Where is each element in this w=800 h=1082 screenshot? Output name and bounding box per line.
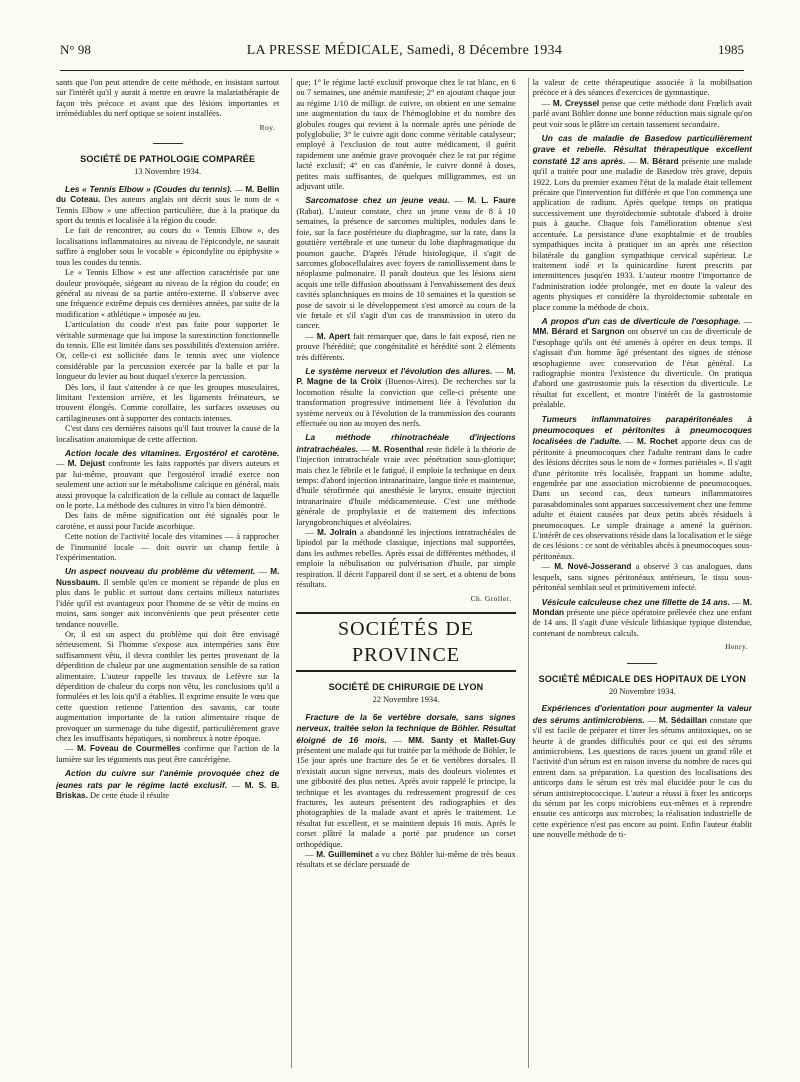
item: Tumeurs inflammatoires parapéritonéales à pneumocoques et péritonites à pneumocoques localisées de l'adulte. — M. Rochet apporte deux cas de péritonite à pneumocoques chez l'adulte rentrant dans le cadre des lésions décrites sous le nom de « formes pariétales ». Il s'agit d'une péritonite très localisée, frappant un homme adulte, engendrée par une association microbienne de pneumocoques. Dans un second cas, deux tumeurs inflammatoires parasabdominales sont apparues successivement chez une femme adulte et étaient causées par deux petits abcès résiduels à pneumocoques. Le simple drainage a amené la guérison. L'intérêt de ces observations réside dans la localisation et le siège de ces lésions : ce sont de véritables abcès à pneumocoques sous-péritonéaux.	[532, 413, 753, 561]
item-title: Action du cuivre sur l'anémie provoquée chez de jeunes rats par le régime lacté exclusif.	[56, 768, 280, 790]
divider	[153, 143, 183, 144]
issue-number: N° 98	[60, 42, 91, 57]
item-title: A propos d'un cas de diverticule de l'œsophage.	[541, 315, 741, 326]
author: MM. Santy et Mallet-Guy	[408, 735, 516, 745]
item: — M. Foveau de Courmelles confirme que l'action de la lumière sur les téguments nus peut être cancérigène.	[56, 744, 280, 764]
society-title: SOCIÉTÉ DE CHIRURGIE DE LYON	[328, 681, 484, 692]
author: M. Rosenthal	[372, 444, 424, 454]
signature: Henry.	[725, 642, 749, 652]
paragraph: L'articulation du coude n'est pas faite pour supporter le véritable surmenage que lui impose la surextinction fonctionnelle du tennis. Elle est limitée dans ses possibilités d'extension arrière. Or, celle-ci est sollicitée dans le tennis avec une violence considérable par la percussion exercée par la balle et par la longueur du levier au bout duquel s'exerce la percussion.	[56, 320, 280, 382]
item-title: Sarcomatose chez un jeune veau.	[305, 195, 450, 206]
item-body: De cette étude il résulte	[89, 791, 170, 800]
item: Le système nerveux et l'évolution des allures. — M. P. Magne de la Croix (Buenos-Aires). De recherches sur la locomotion résulte la conviction que celle-ci présente une transformation progressive intimement liée à l'évolution du système nerveux ou à l'évolution de la transmission des courants effectuée ou non au moyen des nerfs.	[296, 365, 516, 428]
item: La méthode rhinotrachéale d'injections intratrachéales. — M. Rosenthal reste fidèle à la théorie de l'injection intratrachéale vraie avec pénétration sous-glottique; mais chez le fébrile et le fatigué, il emploie la technique en deux temps: d'abord injection intranarinaire, langue tirée et maintenue, d'huile sérofirmée qui anesthésie le larynx, ensuite injection intranarinaire d'huile médicamenteuse. C'est une méthode générale de prophylaxie et de traitement des infections laryngobronchiques et alvéolaires.	[296, 432, 516, 527]
article-columns	[56, 78, 752, 1068]
item: Sarcomatose chez un jeune veau. — M. L. Faure (Rabat). L'auteur constate, chez un jeune veau de 8 à 10 semaines, la présence de sarcomes multiples, nodules dans le foie, sur la face postérieure du diaphragme, sur la rate, dans la gouttière vertébrale et une tumeur du lobe diaphragmatique du poumon gauche. D'après l'étude histologique, il s'agit de sarcomes globocellulaires avec foyers de ramollissement dans le néoplasme pulmonaire. Il paraît douteux que les lésions aient acquis une telle diffusion aboutissant à l'envahissement des deux cavités splanchniques en moins de 10 semaines et la question se pose de savoir si le développement s'est amorcé au cours de la vie fœtale et s'il s'agit d'un cas de transmission in utero du cancer.	[296, 195, 516, 331]
author: M. Apert	[316, 331, 351, 341]
item: — M. Guilleminet a vu chez Böhler lui-même de très beaux résultats et se déclare persuadé de	[296, 850, 516, 870]
item-title: Les « Tennis Elbow » (Coudes du tennis).	[65, 183, 233, 194]
item-title: Fracture de la 6e vertèbre dorsale, sans signes nerveux, traitée selon la technique de Böhler. Résultat éloigné de 16 mois.	[296, 711, 516, 745]
item: — M. Jolrain a abandonné les injections intratrachéales de lipiodol par la méthode classique, injections mal supportées, dans les asthmes rebelles. Après essai de différentes méthodes, il emploie la nébulisation ou pulvérisation d'huile, par simple respiration. Il décrit l'appareil dont il se sert, et a obtenu de bons résultats.	[296, 528, 516, 590]
author: M. Nové-Josserand	[554, 562, 632, 572]
paragraph: Des faits de même signification ont été signalés pour le carotène, et aussi pour l'acide ascorbique.	[56, 511, 280, 531]
item-title: Le système nerveux et l'évolution des allures.	[305, 365, 493, 376]
item-title: La méthode rhinotrachéale d'injections intratrachéales.	[296, 432, 516, 454]
item-title: Action locale des vitamines. Ergostérol et carotène.	[65, 448, 280, 458]
item-title: Un cas de maladie de Basedow particulièrement grave et rebelle. Résultat thérapeutique excellent constaté 12 ans après.	[532, 133, 753, 166]
author: M. Rochet	[637, 437, 678, 447]
item: Action du cuivre sur l'anémie provoquée chez de jeunes rats par le régime lacté exclusif. — M. S. B. Briskas. De cette étude il résulte	[56, 768, 280, 800]
item-title: Expériences d'orientation pour augmenter la valeur des sérums antimicrobiens.	[532, 703, 753, 725]
page-number: 1985	[718, 42, 744, 57]
page-header	[60, 42, 744, 71]
item: A propos d'un cas de diverticule de l'œsophage. — MM. Bérard et Sargnon ont observé un cas de diverticule de l'œsophage qu'ils ont été amenés à opérer en deux temps. Il s'agissait d'un homme âgé présentant des signes de sténose œsophagienne avec conservation de l'état général. La radiographie montra l'existence du diverticule. On pratiqua d'abord une gastrostomie puis la résection du diverticule. Le résultat fut excellent, et montre l'intérêt de la gastrostomie préalable.	[532, 315, 753, 410]
author: M. Nussbaum.	[56, 567, 280, 587]
paragraph: sants que l'on peut attendre de cette méthode, en insistant surtout sur l'intérêt qu'il y aurait à mettre en œuvre la malariathérapie de façon très précoce et avant que des lésions importantes et irrémédiables du nerf optique se soient installées.	[56, 78, 280, 119]
paragraph: que: 1° le régime lacté exclusif provoque chez le rat blanc, en 6 ou 7 semaines, une anémie manifeste; 2° en ajoutant chaque jour au régime 1/10 de milligr. de cuivre, on obtient en une semaine une augmentation du taux de l'hémoglobine et du nombre des globules rouges qui revient à la normale après une période de polyglobulie; 3° le cuivre agit donc comme véritable catalyseur; employé à l'exclusion de tout autre médicament, il guérit rapidement une anémie grave provoquée chez le rat par régime lacté exclusif; 4° en cas d'anémie, le cuivre donné à doses, petites mais suffisantes, de quelques milligrammes, est un adjuvant utile.	[296, 78, 516, 192]
paragraph: Le fait de rencontrer, au cours du « Tennis Elbow », des localisations inflammatoires au niveau de l'épicondyle, ne saurait suffire à englober sous le vocable « épicondylite ou épiphysite » tous les coudes du tennis.	[56, 226, 280, 267]
column-3	[528, 78, 752, 1068]
item-body: a abandonné les injections intratrachéales de lipiodol par la méthode classique, injections mal supportées, dans les asthmes rebelles. Après essai de différentes méthodes, il emploie la nébulisation ou pulvérisation d'huile, par simple respiration. Il décrit l'appareil dont il se sert, et a obtenu de bons résultats.	[296, 528, 516, 590]
author: M. Mondan	[532, 597, 753, 617]
paragraph: la valeur de cette thérapeutique associée à la mobilisation précoce et à des séances d'exercices de gymnastique.	[532, 78, 753, 98]
item-body: ont observé un cas de diverticule de l'œsophage qu'ils ont été amenés à opérer en deux temps. Il s'agissait d'un homme âgé présentant des signes de sténose œsophagienne avec conservation de l'état général. La radiographie montra l'existence du diverticule. On pratiqua d'abord une gastrostomie puis la résection du diverticule. Le résultat fut excellent, et montre l'intérêt de la gastrostomie préalable.	[532, 327, 753, 410]
author: M. L. Faure	[467, 196, 516, 206]
paragraph: C'est dans ces dernières raisons qu'il faut trouver la cause de la localisation anatomique de cette affection.	[56, 424, 280, 444]
author: M. Sédaillan	[658, 715, 707, 725]
paragraph: Cette notion de l'activité locale des vitamines — à rapprocher de l'immunité locale — doit ouvrir un champ fertile à l'expérimentation.	[56, 532, 280, 563]
item-body: confirme que l'action de la lumière sur les téguments nus peut être cancérigène.	[56, 744, 280, 764]
section-title: SOCIÉTÉS DE PROVINCE	[296, 612, 515, 672]
item: Un aspect nouveau du problème du vêtement. — M. Nussbaum. Il semble qu'en ce moment se répande de plus en plus dans le public et surtout dans certains milieux naturistes l'idée qu'il est avantageux pour l'homme de se vêtir de moins en moins, sans songer aux inconvénients que peut présenter cette tendance nouvelle.	[56, 566, 280, 629]
item-body: Des auteurs anglais ont décrit sous le nom de « Tennis Elbow » une affection particulière, due à la pratique du sport du tennis et localisée à la région du coude.	[56, 195, 280, 226]
item: Expériences d'orientation pour augmenter la valeur des sérums antimicrobiens. — M. Sédaillan constate que s'il est facile de préparer et titrer les sérums antitoxiques, on se heurte à de grandes difficultés pour ce qui est des sérums antimicrobiens. Les questions de races jouent un grand rôle et l'activité d'un sérum est en raison inverse du nombre de races qui entrent dans sa préparation. La question des localisations des anticorps dans le sérum est très mal élucidée pour le cas du sérum antistreptococcique. L'auteur a réussi à fixer les anticorps du sérum par les corps microbiens eux-mêmes et à reprendre ensuite ces anticorps aux microbes; la réalisation industrielle de cette expérience n'est pas encore au point. Enfin l'auteur établit une nouvelle méthode de ti-	[532, 703, 753, 840]
item-title: Tumeurs inflammatoires parapéritonéales à pneumocoques et péritonites à pneumocoques localisées de l'adulte.	[532, 413, 753, 447]
item: Fracture de la 6e vertèbre dorsale, sans signes nerveux, traitée selon la technique de Böhler. Résultat éloigné de 16 mois. — MM. Santy et Mallet-Guy présentent une malade qui fut traitée par la méthode de Böhler, le 15e jour après une fracture des 5e et 6e vertèbres dorsales. Il n'existait aucun signe nerveux, mais des douleurs violentes et une gibbosité des plus nettes. Après avoir rappelé le principe, la technique et les avantages du redressement progressif de ces fractures, les auteurs présentent des radiographies et des photographies de la malade avant et après le traitement. Le résultat fut excellent, et se maintient depuis 16 mois. Après le corset plâtré la malade a porté par prudence un corset orthopédique.	[296, 711, 516, 849]
item-body: présente une pièce opératoire prélevée chez une enfant de 14 ans. Il s'agit d'une vésicule lithiasique typique distendue, contenant de nombreux calculs.	[532, 607, 753, 638]
item-body: a vu chez Böhler lui-même de très beaux résultats et se déclare persuadé de	[296, 850, 516, 870]
author: M. P. Magne de la Croix	[296, 366, 516, 387]
author: M. Guilleminet	[316, 850, 373, 859]
item-body: pense que cette méthode dont Frœlich avait parlé avant Böhler donne une bonne réduction mais signale qu'on peut voir sous le plâtre un certain tassement secondaire.	[532, 98, 753, 129]
column-2	[291, 78, 515, 1068]
item-body: confronte les faits rapportés par divers auteurs et par lui-même, prouvant que l'ergostérol irradié exerce non seulement une action sur le métabolisme calcique en général, mais aussi provoque la calcification de la cellule au contact de laquelle on le porte. La méthode des cultures in vitro l'a bien démontré.	[56, 459, 280, 511]
society-title: SOCIÉTÉ DE PATHOLOGIE COMPARÉE	[80, 154, 256, 165]
society-date: 22 Novembre 1934.	[372, 695, 440, 705]
item: — M. Creyssel pense que cette méthode dont Frœlich avait parlé avant Böhler donne une bonne réduction mais signale qu'on peut voir sous le plâtre un certain tassement secondaire.	[532, 98, 753, 129]
author: M. Dejust	[67, 459, 106, 469]
item: — M. Apert fait remarquer que, dans le fait exposé, rien ne prouve l'hérédité; que congénitalité et hérédité sont 2 éléments très différents.	[296, 331, 516, 362]
society-date: 20 Novembre 1934.	[608, 686, 676, 696]
item-body: apporte deux cas de péritonite à pneumocoques chez l'adulte rentrant dans le cadre des lésions décrites sous le nom de « formes pariétales ». Il s'agit d'une péritonite très localisée, frappant un homme adulte, engendrée par une association microbienne de pneumocoques. Dans un second cas, deux tumeurs inflammatoires parasabdominales sont apparues successivement chez une femme adulte et étaient causées par deux petits abcès résiduels à pneumocoques. Le simple drainage a amené la guérison. L'intérêt de ces observations réside dans la localisation et le siège de ces lésions : ce sont de véritables abcès à pneumocoques sous-péritonéaux.	[532, 437, 753, 561]
item-body: Il semble qu'en ce moment se répande de plus en plus dans le public et surtout dans certains milieux naturistes l'idée qu'il est avantageux pour l'homme de se vêtir de moins en moins, sans songer aux inconvénients que peut présenter cette tendance nouvelle.	[56, 577, 280, 629]
society-date: 13 Novembre 1934.	[134, 167, 202, 177]
item-body: fait remarquer que, dans le fait exposé, rien ne prouve l'hérédité; que congénitalité et hérédité sont 2 éléments très différents.	[296, 331, 516, 362]
item: Vésicule calculeuse chez une fillette de 14 ans. — M. Mondan présente une pièce opératoire prélevée chez une enfant de 14 ans. Il s'agit d'une vésicule lithiasique typique distendue, contenant de nombreux calculs.	[532, 596, 753, 638]
item-body: a observé 3 cas analogues, dans lesquels, sans signes péritonéaux antérieurs, le tissu sous-péritonéal semblait seul et primitivement infecté.	[532, 562, 753, 593]
item-body: reste fidèle à la théorie de l'injection intratrachéale vraie avec pénétration sous-glottique; mais chez le fébrile et le fatigué, il emploie la technique en deux temps: d'abord injection intranarinaire, langue tirée et maintenue, d'huile sérofirmée qui anesthésie le larynx, ensuite injection intranarinaire d'huile médicamenteuse. C'est une méthode générale de prophylaxie et de traitement des infections laryngobronchiques et alvéolaires.	[296, 444, 516, 527]
item-body: constate que s'il est facile de préparer et titrer les sérums antitoxiques, on se heurte à de grandes difficultés pour ce qui est des sérums antimicrobiens. Les questions de races jouent un grand rôle et l'activité d'un sérum est en raison inverse du nombre de races qui entrent dans sa préparation. La question des localisations des anticorps dans le sérum est très mal élucidée pour le cas du sérum antistreptococcique. L'auteur a réussi à fixer les anticorps du sérum par les corps microbiens eux-mêmes et à reprendre ensuite ces anticorps aux microbes; la réalisation industrielle de cette expérience n'est pas encore au point. Enfin l'auteur établit une nouvelle méthode de ti-	[532, 715, 753, 840]
item-body: (Rabat). L'auteur constate, chez un jeune veau de 8 à 10 semaines, la présence de sarcomes multiples, nodules dans le foie, sur la face postérieure du diaphragme, sur la rate, dans la gouttière vertébrale et une tumeur du lobe diaphragmatique du poumon gauche. D'après l'étude histologique, il s'agit de sarcomes globocellulaires avec foyers de ramollissement dans le néoplasme pulmonaire. Il paraît douteux que les lésions aient acquis une telle diffusion aboutissant à l'envahissement des deux cavités splanchniques en moins de 10 semaines et la question se pose de savoir si le développement s'est amorcé au cours de la vie fœtale et s'il s'agit d'un cas de transmission in utero du cancer.	[296, 206, 516, 331]
item: Action locale des vitamines. Ergostérol et carotène. — M. Dejust confronte les faits rapportés par divers auteurs et par lui-même, prouvant que l'ergostérol irradié exerce non seulement une action sur le métabolisme calcique en général, mais aussi provoque la calcification de la cellule au contact de laquelle on le porte. La méthode des cultures in vitro l'a bien démontré.	[56, 448, 280, 511]
author: M. Creyssel	[552, 98, 600, 108]
author: M. Bellin du Coteau.	[56, 184, 280, 205]
divider	[627, 663, 657, 664]
author: M. S. B. Briskas.	[56, 780, 280, 800]
item-title: Vésicule calculeuse chez une fillette de 14 ans.	[541, 596, 730, 607]
paragraph: Dès lors, il faut s'attendre à ce que les groupes musculaires, limitant l'extension arrière, et les ligaments fréinateurs, se trouvent élongés. Comme corollaire, les surfaces osseuses ou cartilagineuses ont à supporter des contacts intenses.	[56, 382, 280, 423]
journal-title: LA PRESSE MÉDICALE, Samedi, 8 Décembre 1934	[246, 43, 563, 58]
society-title: SOCIÉTÉ MÉDICALE DES HOPITAUX DE LYON	[538, 673, 747, 684]
author: M. Jolrain	[317, 528, 357, 538]
item-body: présente une malade qu'il a traitée pour une maladie de Basedow très grave, depuis 1922. Lors du premier examen l'état de la malade était tellement précaire que l'intervention fut différée et que l'on commença une application de radium. Après quelque temps on pratiqua successivement une thyroïdectomie subtotale d'abord à droite puis à gauche. Chaque fois l'amélioration obtenue s'est accentuée. La persistance d'une exophtalmie et de troubles sympathiques incita à pratiquer un an après une résection bilatérale du ganglion sympathique cervical supérieur. Le traitement iodé et la quinicardine furent prescrits par intermittences jusqu'en 1933. L'auteur montre l'importance de l'administration iodée prolongée, met en doute la valeur des agents physiques et considère la thyroïdectomie subtotale en place comme la méthode de choix.	[532, 156, 753, 312]
item: — M. Nové-Josserand a observé 3 cas analogues, dans lesquels, sans signes péritonéaux antérieurs, le tissu sous-péritonéal semblait seul et primitivement infecté.	[532, 562, 753, 593]
signature: Ch. Grollet.	[470, 593, 512, 603]
paragraph: Le « Tennis Elbow » est une affection caractérisée par une douleur provoquée, siégeant au niveau de la région du coude; en général au niveau de sa partie antéro-externe. Il s'observe avec une fréquence extrême depuis ces dernières années, par suite de la modification « athlétique » imposée au jeu.	[56, 268, 280, 319]
column-1	[56, 78, 279, 1068]
author: M. Bérard	[639, 156, 679, 166]
author: M. Foveau de Courmelles	[77, 744, 181, 754]
author: MM. Bérard et Sargnon	[532, 327, 625, 337]
item-title: Un aspect nouveau du problème du vêtement.	[65, 566, 256, 577]
item: Un cas de maladie de Basedow particulièrement grave et rebelle. Résultat thérapeutique excellent constaté 12 ans après. — M. Bérard présente une malade qu'il a traitée pour une maladie de Basedow très grave, depuis 1922. Lors du premier examen l'état de la malade était tellement précaire que l'intervention fut différée et que l'on commença une application de radium. Après quelque temps on pratiqua successivement une thyroïdectomie subtotale d'abord à droite puis à gauche. Chaque fois l'amélioration obtenue s'est accentuée. La persistance d'une exophtalmie et de troubles sympathiques incita à pratiquer un an après une résection bilatérale du ganglion sympathique cervical supérieur. Le traitement iodé et la quinicardine furent prescrits par intermittences jusqu'en 1933. L'auteur montre l'importance de l'administration iodée prolongée, met en doute la valeur des agents physiques et considère la thyroïdectomie subtotale en place comme la méthode de choix.	[532, 133, 753, 312]
item-body: présentent une malade qui fut traitée par la méthode de Böhler, le 15e jour après une fracture des 5e et 6e vertèbres dorsales. Il n'existait aucun signe nerveux, mais des douleurs violentes et une gibbosité des plus nettes. Après avoir rappelé le principe, la technique et les avantages du redressement progressif de ces fractures, les auteurs présentent des radiographies et des photographies de la malade avant et après le traitement. Le résultat fut excellent, et se maintient depuis 16 mois. Après le corset plâtré la malade a porté par prudence un corset orthopédique.	[296, 745, 516, 849]
paragraph: Or, il est un aspect du problème qui doit être envisagé sérieusement. Si l'homme s'expose aux intempéries sans être suffisamment vêtu, il devra combler les pertes provenant de la déperdition de chaleur par une augmentation sensible de sa ration alimentaire. L'auteur rappelle les travaux de Lefèvre sur la déperdition de chaleur du corps non vêtu, les conclusions qu'il a formulées et les lois qu'il a établies. Il exprime ensuite le vœu que cette question retienne l'attention des savants, car toute augmentation importante de la ration alimentaire risque de provoquer un surmenage du tube digestif, particulièrement grave chez les insuffisants hépatiques, si nombreux à notre époque.	[56, 629, 280, 743]
signature: Roy.	[259, 122, 276, 132]
item: Les « Tennis Elbow » (Coudes du tennis). — M. Bellin du Coteau. Des auteurs anglais ont décrit sous le nom de « Tennis Elbow » une affection particulière, due à la pratique du sport du tennis et localisée à la région du coude.	[56, 183, 280, 226]
item-body: (Buenos-Aires). De recherches sur la locomotion résulte la conviction que celle-ci présente une transformation progressive intimement liée à l'évolution du système nerveux ou à l'évolution de la transmission des courants effectuée ou non au moyen des nerfs.	[296, 377, 516, 428]
